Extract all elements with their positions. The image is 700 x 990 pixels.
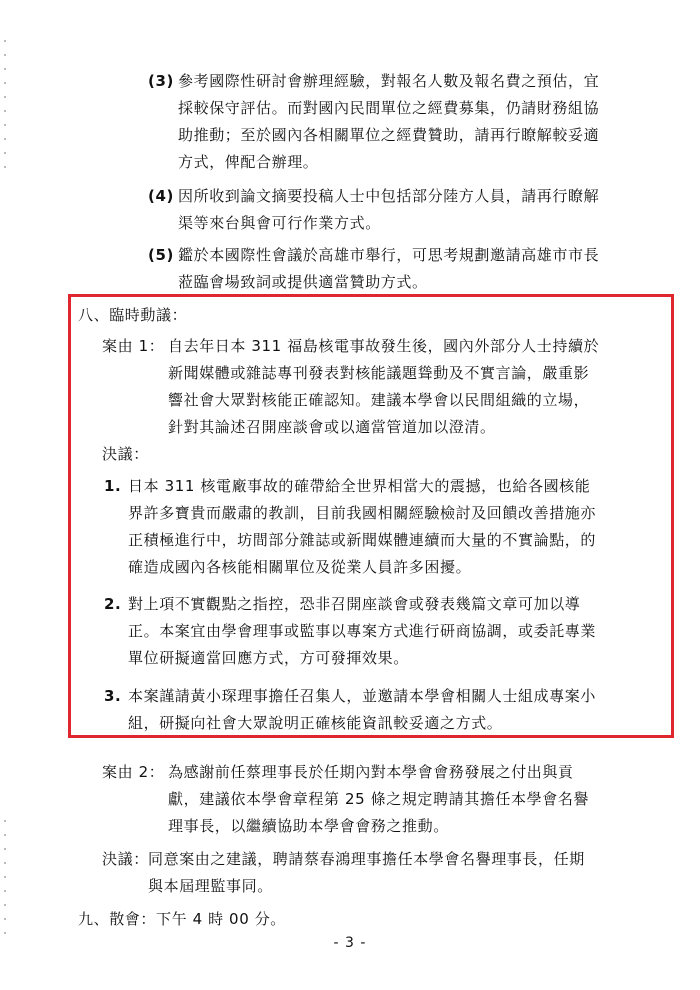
scan-edge-marks bbox=[4, 40, 6, 180]
item-text-line: 因所收到論文摘要投稿人士中包括部分陸方人員，請再行瞭解 bbox=[178, 187, 600, 205]
case-text-line: 針對其論述召開座談會或以適當管道加以澄清。 bbox=[168, 418, 496, 436]
resolution-text-line: 正。本案宜由學會理事或監事以專案方式進行研商協調，或委託專業 bbox=[128, 622, 597, 640]
resolution-number: 2. bbox=[104, 595, 122, 613]
resolution-text-line: 正積極進行中，坊間部分雜誌或新聞媒體連續而大量的不實論點，的 bbox=[128, 531, 597, 549]
item-text-line: 採較保守評估。而對國內民間單位之經費募集，仍請財務組協 bbox=[178, 99, 600, 117]
resolution-number: 3. bbox=[104, 687, 122, 705]
resolution-text-line: 確造成國內各核能相關單位及從業人員許多困擾。 bbox=[128, 558, 472, 576]
resolution-label: 決議： bbox=[102, 445, 149, 463]
item-text-line: 蒞臨會場致詞或提供適當贊助方式。 bbox=[178, 273, 428, 291]
item-text-line: 參考國際性研討會辦理經驗，對報名人數及報名費之預估，宜 bbox=[178, 72, 600, 90]
item-text-line: 助推動；至於國內各相關單位之經費贊助，請再行瞭解較妥適 bbox=[178, 126, 600, 144]
item-text-line: 渠等來台與會可行作業方式。 bbox=[178, 214, 381, 232]
resolution-text-line: 日本 311 核電廠事故的確帶給全世界相當大的震撼，也給各國核能 bbox=[128, 477, 591, 495]
resolution-text-line: 界許多寶貴而嚴肅的教訓，目前我國相關經驗檢討及回饋改善措施亦 bbox=[128, 504, 597, 522]
item-number: (3) bbox=[148, 72, 174, 90]
resolution-text-line: 同意案由之建議，聘請蔡春鴻理事擔任本學會名譽理事長，任期 bbox=[148, 850, 585, 868]
case-text-line: 響社會大眾對核能正確認知。建議本學會以民間組織的立場， bbox=[168, 391, 590, 409]
case-text-line: 理事長，以繼續協助本學會會務之推動。 bbox=[168, 817, 449, 835]
resolution-number: 1. bbox=[104, 477, 122, 495]
section-heading: 八、臨時動議： bbox=[78, 306, 188, 324]
case-label: 案由 1： bbox=[102, 337, 165, 355]
resolution-label: 決議： bbox=[102, 850, 149, 868]
section-heading: 九、散會：下午 4 時 00 分。 bbox=[78, 910, 286, 928]
resolution-text-line: 本案謹請黃小琛理事擔任召集人，並邀請本學會相關人士組成專案小 bbox=[128, 687, 597, 705]
case-text-line: 為感謝前任蔡理事長於任期內對本學會會務發展之付出與貢 bbox=[168, 763, 574, 781]
page-number: - 3 - bbox=[333, 935, 367, 951]
item-number: (5) bbox=[148, 246, 174, 264]
scan-edge-marks bbox=[4, 820, 6, 940]
item-text-line: 方式，俾配合辦理。 bbox=[178, 153, 319, 171]
resolution-text-line: 與本屆理監事同。 bbox=[148, 877, 273, 895]
resolution-text-line: 組，研擬向社會大眾說明正確核能資訊較妥適之方式。 bbox=[128, 714, 503, 732]
item-text-line: 鑑於本國際性會議於高雄市舉行，可思考規劃邀請高雄市市長 bbox=[178, 246, 600, 264]
case-text-line: 自去年日本 311 福島核電事故發生後，國內外部分人士持續於 bbox=[168, 337, 600, 355]
resolution-text-line: 單位研擬適當回應方式，方可發揮效果。 bbox=[128, 649, 409, 667]
case-label: 案由 2： bbox=[102, 763, 165, 781]
item-number: (4) bbox=[148, 187, 174, 205]
case-text-line: 新聞媒體或雜誌專刊發表對核能議題聳動及不實言論，嚴重影 bbox=[168, 364, 590, 382]
resolution-text-line: 對上項不實觀點之指控，恐非召開座談會或發表幾篇文章可加以導 bbox=[128, 595, 581, 613]
case-text-line: 獻，建議依本學會章程第 25 條之規定聘請其擔任本學會名譽 bbox=[168, 790, 590, 808]
